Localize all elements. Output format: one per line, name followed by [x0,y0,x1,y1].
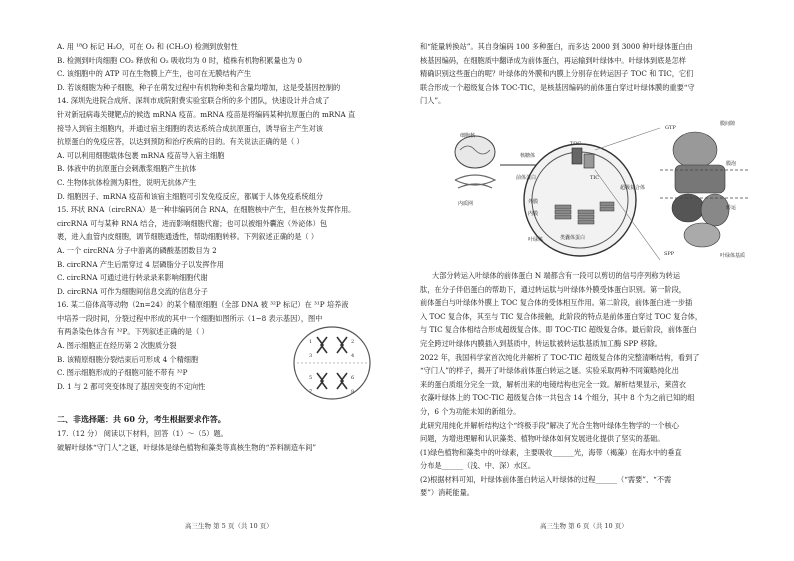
svg-text:5: 5 [309,375,313,382]
text-line: B. circRNA 产生后需穿过 4 层磷脂分子以发挥作用 [57,259,224,269]
text-line: 衣藻叶绿体上的 TOC-TIC 超级复合体一共包含 14 个组分，其中 8 个为之前已知的组 [420,393,695,403]
text-line: 14. 深圳先进院合成所、深圳市成院附费实验室联合所的多个团队，快速设计并合成了 [57,96,330,106]
text-line: D. circRNA 可作为细胞间信息交流的信息分子 [57,286,208,296]
label-spp: SPP [664,250,675,257]
material-intro [420,40,758,108]
text-line: 精确识别这些蛋白的呢？叶绿体的外膜和内膜上分别存在转运因子 TOC 和 TIC，它们 [420,69,694,79]
text-line: 与 TIC 复合体相结合形成超级复合体。即 TOC-TIC 超级复合体。最后阶段，前体蛋白 [420,325,697,335]
text-line: 针对新冠病毒关键靶点的候选 mRNA 疫苗。mRNA 疫苗是将编码某种抗原蛋白的 mRNA 直 [57,109,356,119]
label-super-complex: 超级复合体 [620,184,646,191]
svg-text:7: 7 [309,389,313,396]
text-line: 此研究用纯化并解析结构这个“终极手段”解决了光合生物叶绿体生物学的一个核心 [420,420,679,430]
svg-text:6: 6 [351,375,355,382]
text-line: 分布是______（浅、中、深）水区。 [420,461,536,471]
text-line: 破解叶绿体“守门人”之谜，叶绿体是绿色植物和藻类等真核生物的“养料制造车间” [57,442,317,452]
text-line: C. 该细胞中的 ATP 可在生物膜上产生，也可在无膜结构产生 [57,69,252,79]
text-line: B. 检测到叶肉细胞 CO₂ 释放和 O₂ 吸收均为 0 时，植株有机物积累量也为 0 [57,55,302,65]
text-line: C. 生物体抗体检测为阳性，说明无抗体产生 [57,177,197,187]
left-column [57,40,393,454]
text-line: 16. 某二倍体高等动物（2n=24）的某个精原细胞（全部 DNA 被 ³²P 标记）在 ³¹P 培养液 [57,300,349,310]
text-line: B. 该精原细胞分裂结束后可形成 4 个精细胞 [57,354,199,364]
section-title: 二、非选择题：共 60 分，考生根据要求作答。 [57,414,226,425]
label-outer-membrane: 外膜 [528,198,539,205]
label-envelope: 膜间隙 [720,120,736,127]
label-vesicle: 膜泡 [726,160,737,167]
text-line: (2)根据材料可知，叶绿体前体蛋白转运入叶绿体的过程______（“需要”、“不需 [420,474,672,484]
text-line: A. 一个 circRNA 分子中游离的磷酸基团数目为 2 [57,245,217,255]
text-line: 门人”。 [420,96,446,106]
text-line: 要”）消耗能量。 [420,488,474,498]
text-line: C. 图示细胞形成的子细胞可能不带有 ³²P [57,368,188,378]
text-line: 大部分转运入叶绿体的前体蛋白 N 端都含有一段可以剪切的信号序列称为转运 [432,270,681,280]
label-tic: TIC [590,174,600,181]
text-line: 抗原蛋白的免疫应答，以达到预防和治疗疾病的目的。有关说法正确的是（ ） [57,137,304,147]
question-17-stem [57,427,393,454]
question-16-block [57,339,393,396]
text-line: 2022 年，我国科学家首次纯化并解析了 TOC-TIC 超级复合体的完整清晰结构，看到了 [420,352,700,362]
text-line: 17.（12 分） 阅读以下材料，回答（1）～（5）题。 [57,429,228,439]
text-line: (1)绿色植物和藻类中的叶绿素，主要吸收______光，海带（褐藻）在海水中的垂直 [420,447,682,457]
text-line: 核基因编码，在细胞质中翻译成为前体蛋白，再运输到叶绿体中。叶绿体到底是怎样 [420,55,686,65]
text-line: D. 细胞因子、mRNA 疫苗和该宿主细胞可引发免疫反应，都属于人体免疫系统组分 [57,191,324,201]
text-line: D. 若该细胞为种子细胞，种子在萌发过程中有机物种类和含量均增加，这是受基因控制的 [57,82,341,92]
label-transport: 转运 [726,204,737,211]
label-inner-membrane: 内膜 [528,210,539,217]
label-stroma: 叶绿体基质 [720,252,746,259]
text-line: 完全跨过叶绿体内膜插入到基质中，转运肽被转运肽基质加工酶 SPP 移除。 [420,338,662,348]
chloroplast-import-figure [420,110,758,265]
text-line: 问题，为增进理解和认识藻类、植物叶绿体如何发展进化提供了坚实的基础。 [420,434,665,444]
material-body [420,269,758,500]
svg-text:2: 2 [351,339,355,346]
text-line: D. 1 与 2 都可突变体现了基因突变的不定向性 [57,381,206,391]
text-line: 联合形成一个超级复合体 TOC-TIC，是核基因编码的前体蛋白穿过叶绿体膜的重要“守 [420,82,695,92]
question-14-options [57,149,393,203]
label-gtp: GTP [665,124,676,131]
label-toc: TOC [570,140,582,147]
label-precursor: 前体蛋白 [516,174,537,181]
right-column [420,40,758,500]
question-13-options [57,40,393,94]
svg-text:8: 8 [351,389,355,396]
label-er: 内质网 [458,200,474,207]
question-15-options [57,244,393,298]
text-line: 中培养一段时间，分裂过程中形成的其中一个细胞如图所示（1~8 表示基因），图中 [57,313,323,323]
text-line: C. circRNA 可通过进行转录录来影响细胞代谢 [57,273,208,283]
text-line: A. 图示细胞正在经历第 2 次胞质分裂 [57,341,177,351]
text-line: 和“能量转换站”。其自身编码 100 多种蛋白，而多达 2000 到 3000 种叶绿体蛋白由 [420,42,693,51]
svg-text:3: 3 [309,353,313,360]
left-page-footer: 高三生物 第 5 页（共 10 页） [185,522,273,530]
text-line: B. 体液中的抗原蛋白会刺激浆细胞产生抗体 [57,164,197,174]
svg-text:4: 4 [351,353,355,360]
text-line: 接导入到宿主细胞内，并通过宿主细胞的表达系统合成抗原蛋白，诱导宿主产生对该 [57,123,323,133]
text-line: 来的蛋白质组分完全一致，解析出来的电镜结构也完全一致。解析结果显示，莱茵衣 [420,379,686,389]
text-line: A. 用 ¹⁸O 标记 H₂O，可在 O₂ 和 (CH₂O) 检测到放射性 [57,42,238,51]
text-line: A. 可以利用细胞载体包裹 mRNA 疫苗导入宿主细胞 [57,150,225,160]
dividing-cell-figure [287,323,377,403]
right-page-footer: 高三生物 第 6 页（共 10 页） [540,522,628,530]
text-line: 有两条染色体含有 ³²P。下列叙述正确的是（ ） [57,327,209,337]
text-line: 分，6 个为功能未知的新组分。 [420,406,521,416]
text-line: 肽，在分子伴侣蛋白的帮助下，通过转运肽与叶绿体外膜受体蛋白识别。第一阶段， [420,284,686,294]
question-14-stem [57,94,393,148]
svg-text:1: 1 [309,339,313,346]
text-line: 15. 环状 RNA（circRNA）是一种非编码闭合 RNA，在细胞核中产生，但在核外发挥作用。 [57,205,356,215]
label-thylakoid: 类囊体蛋白 [560,234,586,241]
text-line: 入 TOC 复合体，其至与 TIC 复合体接触，此阶段的特点是前体蛋白穿过 TOC 复合体， [420,311,703,321]
label-ribosome: 核糖体 [520,152,536,159]
text-line: “守门人”的样子，揭开了叶绿体前体蛋白转运之谜。实验采取两种不同策略纯化出 [420,366,679,376]
question-15-stem [57,203,393,244]
label-nucleus: 细胞核 [460,132,476,139]
text-line: circRNA 可与某种 RNA 结合，进而影响细胞代谢；也可以被细外囊泡（外泌体）包 [57,218,328,228]
text-line: 裹，进入血管内皮细胞，调节细胞通透性，帮助细胞转移。下列叙述正确的是（ ） [57,232,319,242]
text-line: 前体蛋白与叶绿体外膜上 TOC 复合体的受体相互作用。第二阶段，前体蛋白进一步插 [420,298,693,308]
label-chloroplast: 叶绿体 [528,236,544,243]
